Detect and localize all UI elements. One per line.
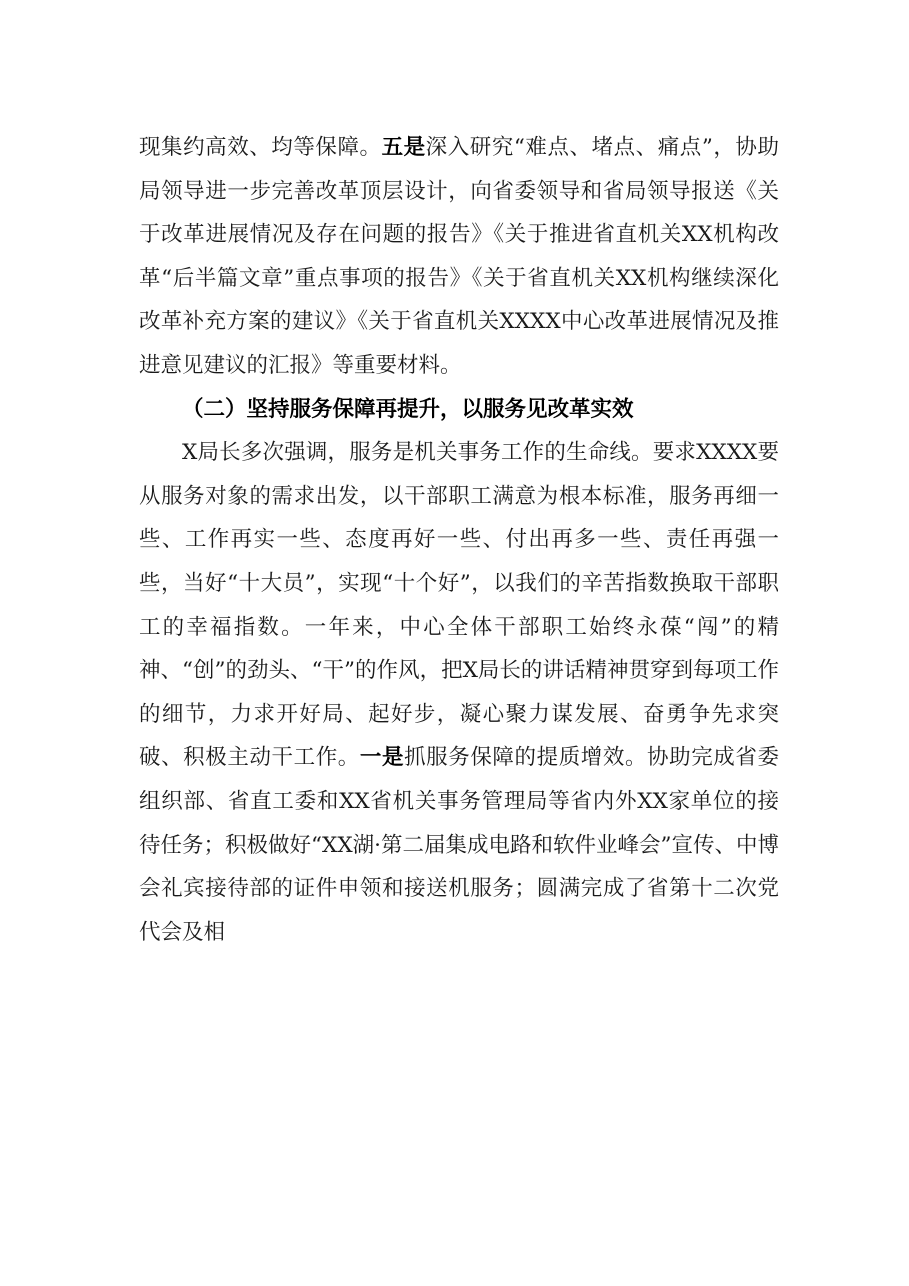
document-body xyxy=(139,126,779,954)
paragraph-text: X局长多次强调，服务是机关事务工作的生命线。要求XXXX要从服务对象的需求出发，以干部职工满意为根本标准，服务再细一些、工作再实一些、态度再好一些、付出再多一些、责任再强一些，当好“十大员”，实现“十个好”，以我们的辛苦指数换取干部职工的幸福指数。一年来，中心全体干部职工始终永葆“闯”的精神、“创”的劲头、“干”的作风，把X局长的讲话精神贯穿到每项工作的细节，力求开好局、起好步，凝心聚力谋发展、奋勇争先求突破、积极主动干工作。 xyxy=(139,440,779,771)
paragraph-text: 现集约高效、均等保障。 xyxy=(139,135,382,160)
paragraph-text: 抓服务保障的提质增效。协助完成省委组织部、省直工委和XX省机关事务管理局等省内外XX家单位的接待任务；积极做好“XX湖·第二届集成电路和软件业峰会”宣传、中博会礼宾接待部的证件申领和接送机服务；圆满完成了省第十二次党代会及相 xyxy=(139,745,779,945)
paragraph-reform-materials xyxy=(139,126,779,388)
section-heading: （二）坚持服务保障再提升，以服务见改革实效 xyxy=(182,396,634,422)
bold-lead-fifth: 五是 xyxy=(381,135,426,160)
bold-lead-first: 一是 xyxy=(359,745,405,771)
paragraph-text: 深入研究“难点、堵点、痛点”，协助局领导进一步完善改革顶层设计，向省委领导和省局领导报送《关于改革进展情况及存在问题的报告》《关于推进省直机关XX机构改革“后半篇文章”重点事项的报告》《关于省直机关XX机构继续深化改革补充方案的建议》《关于省直机关XXXX中心改革进展情况及推进意见建议的汇报》等重要材料。 xyxy=(139,135,779,378)
paragraph-service-guarantee xyxy=(139,431,779,954)
